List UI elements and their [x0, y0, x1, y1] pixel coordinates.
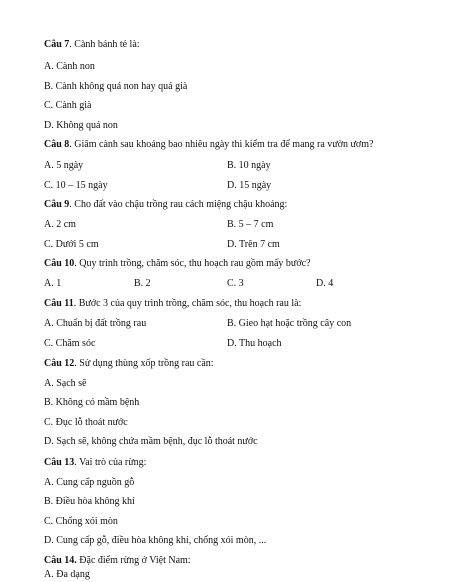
question-text: . Cho đất vào chậu trồng rau cách miệng chậu khoảng: [69, 199, 288, 210]
question-9 [44, 198, 287, 211]
question-text: . Sử dụng thùng xốp trồng rau cần: [74, 358, 214, 369]
question-number: Câu 7 [44, 39, 70, 50]
q12-option-a: A. Sạch sẽ [44, 378, 87, 389]
q14-option-a: A. Đa dạng [44, 569, 90, 580]
question-text: . Vai trò của rừng: [74, 457, 147, 468]
question-12 [44, 357, 214, 370]
q8-option-c: C. 10 – 15 ngày [44, 180, 108, 191]
q10-option-d: D. 4 [316, 278, 334, 289]
q13-option-c: C. Chống xói mòn [44, 516, 118, 527]
q7-option-b: B. Cành không quá non hay quá già [44, 81, 188, 92]
question-text: Đặc điểm rừng ở Việt Nam: [76, 555, 191, 566]
q13-option-d: D. Cung cấp gỗ, điều hòa không khí, chống xói mòn, ... [44, 535, 267, 546]
q9-option-b: B. 5 – 7 cm [227, 219, 274, 230]
question-7 [44, 38, 140, 51]
question-14 [44, 554, 191, 567]
question-text: . Cành bánh tẻ là: [69, 39, 140, 50]
question-text: . Giâm cành sau khoảng bao nhiêu ngày thì kiểm tra để mang ra vườn ươm? [69, 139, 374, 150]
question-13 [44, 456, 146, 469]
question-text: . Quy trình trồng, chăm sóc, thu hoạch rau gồm mấy bước? [74, 258, 311, 269]
q12-option-c: C. Đục lỗ thoát nước [44, 417, 128, 428]
q7-option-d: D. Không quá non [44, 120, 118, 131]
q8-option-d: D. 15 ngày [227, 180, 272, 191]
question-number: Câu 10 [44, 258, 75, 269]
q13-option-b: B. Điều hòa không khí [44, 496, 135, 507]
q9-option-a: A. 2 cm [44, 219, 76, 230]
question-11 [44, 297, 301, 310]
question-number: Câu 8 [44, 139, 70, 150]
q8-option-a: A. 5 ngày [44, 160, 84, 171]
question-number: Câu 13 [44, 457, 75, 468]
q11-option-c: C. Chăm sóc [44, 338, 96, 349]
q7-option-a: A. Cành non [44, 61, 95, 72]
q12-option-b: B. Không có mầm bệnh [44, 397, 140, 408]
question-8 [44, 138, 373, 151]
q10-option-c: C. 3 [227, 278, 244, 289]
q9-option-d: D. Trên 7 cm [227, 239, 280, 250]
question-text: . Bước 3 của quy trình trồng, chăm sóc, thu hoạch rau là: [73, 298, 302, 309]
q12-option-d: D. Sạch sẽ, không chứa mầm bệnh, đục lỗ thoát nước [44, 436, 258, 447]
q10-option-b: B. 2 [134, 278, 151, 289]
q11-option-d: D. Thu hoạch [227, 338, 282, 349]
question-number: Câu 14. [44, 555, 77, 566]
q10-option-a: A. 1 [44, 278, 62, 289]
question-number: Câu 9 [44, 199, 70, 210]
question-number: Câu 12 [44, 358, 75, 369]
question-10 [44, 257, 311, 270]
question-number: Câu 11 [44, 298, 74, 309]
q13-option-a: A. Cung cấp nguồn gỗ [44, 477, 135, 488]
q8-option-b: B. 10 ngày [227, 160, 271, 171]
q7-option-c: C. Cành già [44, 100, 92, 111]
q11-option-b: B. Gieo hạt hoặc trồng cây con [227, 318, 352, 329]
q11-option-a: A. Chuẩn bị đất trồng rau [44, 318, 147, 329]
q9-option-c: C. Dưới 5 cm [44, 239, 99, 250]
